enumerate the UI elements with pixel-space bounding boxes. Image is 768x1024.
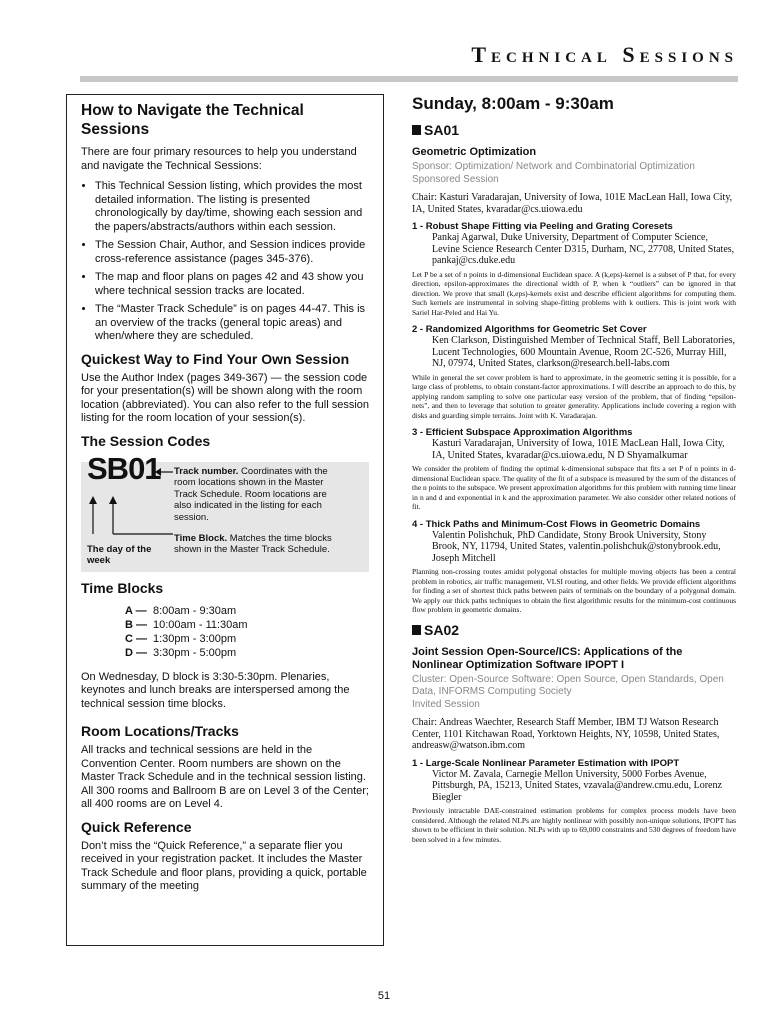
session-code-diagram bbox=[81, 450, 369, 572]
session-chair: Chair: Kasturi Varadarajan, University of Iowa, 101E MacLean Hall, Iowa City, IA, United States, kvaradar@cs.uiowa.edu bbox=[412, 192, 733, 215]
timeblocks-heading: Time Blocks bbox=[81, 579, 164, 596]
guide-bullet: • The Session Chair, Author, and Session indices provide cross-reference assistance (pages 345-376). bbox=[95, 239, 369, 266]
talk-title: 1 - Large-Scale Nonlinear Parameter Estimation with IPOPT bbox=[412, 757, 680, 769]
quickest-heading: Quickest Way to Find Your Own Session bbox=[81, 350, 350, 367]
talk-title: 3 - Efficient Subspace Approximation Algorithms bbox=[412, 427, 633, 438]
timeblock-row: D — 3:30pm - 5:00pm bbox=[125, 646, 237, 659]
talk-title: 1 - Robust Shape Fitting via Peeling and Grating Coresets bbox=[412, 221, 673, 232]
session-sa02 bbox=[410, 622, 736, 845]
guide-title: How to Navigate the Technical Sessions bbox=[81, 102, 304, 138]
session-id: SA01 bbox=[424, 122, 460, 138]
talk-title: 4 - Thick Paths and Minimum-Cost Flows in Geometric Domains bbox=[412, 518, 701, 530]
session-sa01 bbox=[410, 122, 736, 615]
page-header-title: Technical Sessions bbox=[471, 42, 738, 67]
talk-authors: Ken Clarkson, Distinguished Member of Technical Staff, Bell Laboratories, Lucent Technologies, 600 Mountain Avenue, Room 2C-526, Murray Hill, NJ, 07974, United States, clarkson@research.bell-labs.com bbox=[432, 335, 736, 369]
session-chair: Chair: Andreas Waechter, Research Staff Member, IBM TJ Watson Research Center, 1101 Kitchawan Road, Yorktown Heights, NY, 10598, United States, andreasw@watson.ibm.com bbox=[412, 717, 720, 751]
talk-abstract: Let P be a set of n points in d-dimensional Euclidean space. A (k,eps)-kernel is a subset of P that, for every direction, epsilon-approximates the directional width of P, when k “outliers” can be ignored in that direction. We prove that small (k,eps)-kernels exist and describe efficient algorithms for computing them. Such kernels are instrumental in solving shape-fitting problems with k outliers. This is joint work with Sariel Har-Peled and Hai Yu. bbox=[412, 269, 736, 317]
time-block-note: Time Block. Matches the time blocks shown in the Master Track Schedule. bbox=[174, 532, 332, 555]
day-of-week-note: The day of the week bbox=[87, 543, 152, 566]
navigation-guide-box bbox=[66, 94, 384, 946]
quickref-heading: Quick Reference bbox=[81, 818, 192, 835]
guide-bullets bbox=[81, 180, 369, 344]
guide-intro: There are four primary resources to help you understand and navigate the Technical Sessions: bbox=[81, 146, 357, 172]
timeblock-row: B — 10:00am - 11:30am bbox=[125, 618, 248, 631]
talk-abstract: Planning non-crossing routes amidst polygonal obstacles for multiple moving objects has been a central problem in robotics, air traffic management, VLSI routing, and other fields. We provide efficient algorithms for finding a set of shortest thick paths between pairs of terminals on the boundary of a polygonal domain. We apply our thick paths techniques to obtain the first algorithmic results for the minimum-cost continuous flow problem in geometric domains. bbox=[412, 567, 736, 614]
talk-title: 2 - Randomized Algorithms for Geometric Set Cover bbox=[412, 324, 647, 335]
quickest-text: Use the Author Index (pages 349-367) — the session code for your presentation(s) will be shown along with the room location (abbreviated). You can also refer to the full session listing for the room location of your session(s). bbox=[81, 371, 370, 424]
session-listing bbox=[410, 94, 736, 851]
talk-abstract: Previously intractable DAE-constrained estimation problems for complex process models have been considered. Although the related NLPs are highly nonlinear with possibly non-unique solutions, IPOPT has shown to be efficient in their solution. NLPs with up to 69,000 constraints and 530 degrees of freedom have been solved in a few minutes. bbox=[412, 806, 736, 844]
session-sponsor: Sponsor: Optimization/ Network and Combinatorial Optimization Sponsored Session bbox=[412, 161, 695, 185]
session-id: SA02 bbox=[424, 621, 460, 638]
session-title: Joint Session Open-Source/ICS: Applications of the Nonlinear Optimization Software IPOPT I bbox=[412, 645, 683, 671]
talk-authors: Kasturi Varadarajan, University of Iowa, 101E MacLean Hall, Iowa City, IA, United States, kvaradar@cs.uiowa.edu, N D Shyamalkumar bbox=[432, 438, 725, 461]
timeblock-list bbox=[125, 605, 369, 661]
square-bullet-icon bbox=[412, 625, 421, 635]
timeblock-row: A — 8:00am - 9:30am bbox=[125, 604, 237, 617]
timeblock-row: C — 1:30pm - 3:00pm bbox=[125, 632, 237, 645]
session-sponsor: Cluster: Open-Source Software: Open Source, Open Standards, Open Data, INFORMS Computing Society Invited Session bbox=[412, 673, 724, 710]
rooms-text: All tracks and technical sessions are held in the Convention Center. Room numbers are shown on the Master Track Schedule and in the technical session listing. All 300 rooms and Ballroom B are on Level 3 of the Center; all 400 rooms are on Level 4. bbox=[81, 744, 369, 810]
track-number-note: Track number. Coordinates with the room locations shown in the Master Track Schedule. Room locations are also indicated in the listing for each session. bbox=[174, 465, 328, 523]
talk-authors: Pankaj Agarwal, Duke University, Department of Computer Science, Levine Science Research Center D315, Durham, NC, 27708, United States, pankaj@cs.duke.edu bbox=[432, 232, 735, 266]
day-heading: Sunday, 8:00am - 9:30am bbox=[412, 94, 614, 113]
square-bullet-icon bbox=[412, 125, 421, 135]
session-code-example: SB01 bbox=[87, 450, 161, 486]
quickref-text: Don’t miss the “Quick Reference,” a separate flier you received in your registration packet. It includes the Master Track Schedule and floor plans, providing a quick, portable summary of the meeting bbox=[81, 839, 367, 892]
talk-authors: Valentin Polishchuk, PhD Candidate, Stony Brook University, Stony Brook, NY, 11794, United States, valentin.polishchuk@stonybrook.edu, Joseph Mitchell bbox=[432, 529, 721, 564]
wednesday-note: On Wednesday, D block is 3:30-5:30pm. Plenaries, keynotes and lunch breaks are interspersed among the technical session time blocks. bbox=[81, 670, 350, 710]
codes-heading: The Session Codes bbox=[81, 432, 211, 449]
guide-bullet: • The “Master Track Schedule” is on pages 44-47. This is an overview of the tracks (general topic areas) and when/where they are scheduled. bbox=[95, 303, 369, 344]
guide-bullet: • The map and floor plans on pages 42 and 43 show you where technical session tracks are located. bbox=[95, 271, 369, 298]
guide-bullet: • This Technical Session listing, which provides the most detailed information. The listing is presented chronologically by day/time, showing each session and the papers/abstracts/authors within each session. bbox=[95, 180, 369, 234]
header-rule bbox=[80, 76, 738, 82]
talk-authors: Victor M. Zavala, Carnegie Mellon University, 5000 Forbes Avenue, Pittsburgh, PA, 15213, United States, vzavala@andrew.cmu.edu, Lorenz Biegler bbox=[432, 768, 722, 803]
rooms-heading: Room Locations/Tracks bbox=[81, 723, 239, 739]
talk-abstract: While in general the set cover problem is hard to approximate, in the geometric setting it is possible, for a large class of problems, to obtain constant-factor approximations. I will describe an approach to do this, by applying random sampling to solve one particular easy version of the problem, that of finding “epsilon-nets”, and then to leverage that solution to greater generality. Applications include covering a region with disks and guarding simple terrains. Joint with K. Varadarajan. bbox=[412, 372, 736, 420]
talk-abstract: We consider the problem of finding the optimal k-dimensional subspace that fits a set P of n points in d-dimensional Euclidean space. The quality of the fit of a subspace is measured by the sum of the distances of the n points to the subspace. We present approximation algorithms for this problem with running time linear in n and d and exponential in k and the approximation parameter. We also consider other related notions of fit. bbox=[412, 464, 736, 511]
session-title: Geometric Optimization bbox=[412, 146, 537, 158]
page-number: 51 bbox=[377, 990, 391, 1002]
